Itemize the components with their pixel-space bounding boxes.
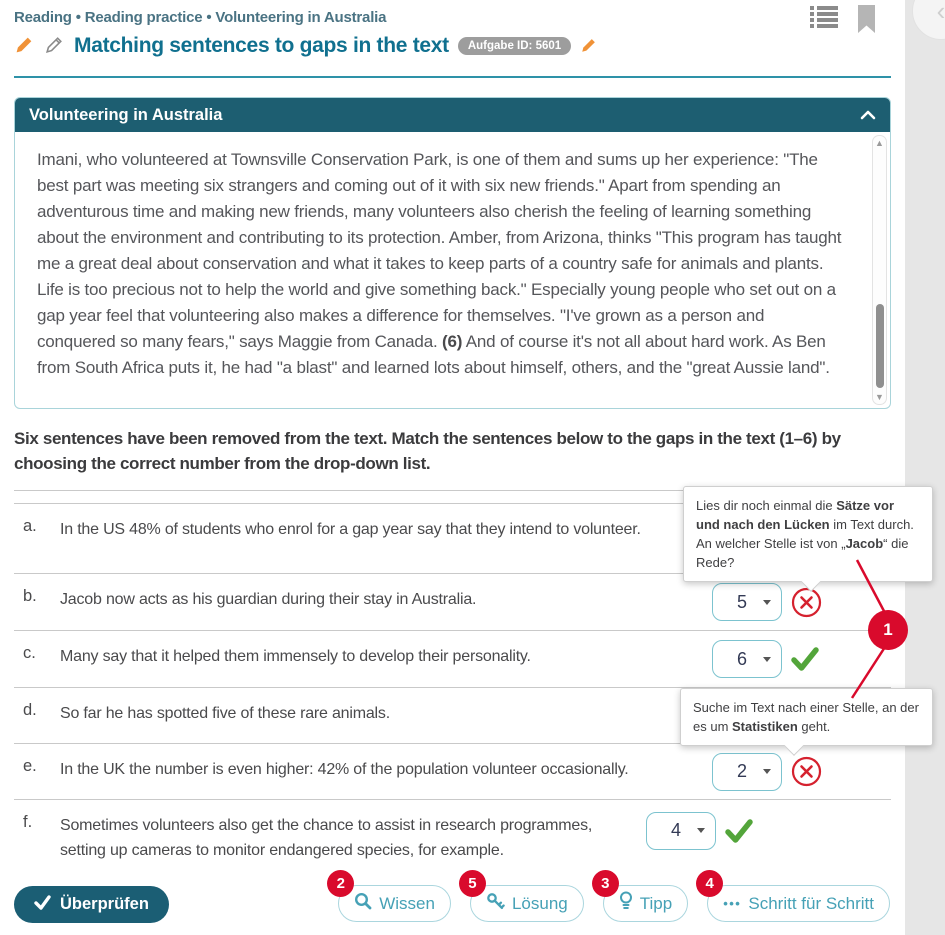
- wrong-answer-icon: [791, 756, 822, 787]
- annotation-marker-1: 1: [868, 610, 908, 650]
- task-id-badge: Aufgabe ID: 5601: [458, 37, 571, 55]
- row-letter: d.: [23, 701, 37, 719]
- key-icon: [486, 892, 505, 916]
- gap-marker: (6): [442, 332, 463, 351]
- page-title: Matching sentences to gaps in the text: [74, 34, 449, 57]
- bookmark-icon: [858, 21, 875, 36]
- page-gutter: [905, 0, 945, 935]
- annotation-marker-2: 2: [327, 870, 354, 897]
- row-sentence: Jacob now acts as his guardian during their stay in Australia.: [60, 591, 477, 608]
- row-sentence: In the UK the number is even higher: 42% of the population volunteer occasionally.: [60, 761, 629, 778]
- chevron-down-icon: [763, 769, 771, 774]
- bulb-icon: [619, 891, 633, 916]
- passage-panel: [14, 97, 891, 409]
- chevron-up-icon[interactable]: [860, 106, 876, 125]
- correct-answer-icon: [725, 819, 753, 843]
- task-instruction: Six sentences have been removed from the text. Match the sentences below to the gaps in the text (1–6) by choosing the correct number from the drop-down list.: [14, 429, 841, 473]
- chevron-left-icon: ‹: [936, 0, 945, 26]
- list-icon: [810, 17, 838, 32]
- scrollbar-thumb[interactable]: [876, 304, 884, 388]
- table-row-e: [14, 743, 891, 799]
- row-sentence: So far he has spotted five of these rare animals.: [60, 705, 390, 722]
- answer-dropdown-c[interactable]: 6: [712, 640, 782, 678]
- breadcrumb[interactable]: Reading • Reading practice • Volunteering in Australia: [14, 9, 387, 26]
- passage-text: Imani, who volunteered at Townsville Conservation Park, is one of them and sums up her experience: "The best part was meeting six strangers and coming out of it with six new friends." Apart from spending an adventurous time and making new friends, many volunteers also cherish the feeling of learning something about the environment and contributing to its protection. Amber, from Arizona, thinks "This program has taught me a great deal about conservation and what it takes to keep parts of a country safe for animals and plants. Life is too precious not to help the world and give something back." Especially young people who set out on a gap year feel that volunteering also makes a difference for themselves. "I've grown as a person and conquered so many fears," says Maggie from Canada. (6) And of course it's not all about hard work. As Ben from South Africa puts it, he had "a blast" and learned lots about himself, others, and the "great Aussie land".: [37, 150, 842, 377]
- chevron-down-icon: [763, 657, 771, 662]
- check-button[interactable]: Überprüfen: [14, 886, 169, 923]
- hint-tooltip-jacob: Lies dir noch einmal die Sätze vor und nach den Lücken im Text durch. An welcher Stelle ist von „Jacob“ die Rede?: [683, 486, 933, 582]
- row-sentence: In the US 48% of students who enrol for a gap year say that they intend to volunteer.: [60, 521, 641, 538]
- pencil-orange-icon: [14, 43, 35, 58]
- answer-dropdown-b[interactable]: 5: [712, 583, 782, 621]
- annotation-marker-4: 4: [696, 870, 723, 897]
- edit-task-button[interactable]: [580, 36, 598, 57]
- row-letter: a.: [23, 517, 37, 535]
- loesung-button[interactable]: 5 Lösung: [470, 885, 584, 922]
- row-sentence: Sometimes volunteers also get the chance to assist in research programmes, setting up cameras to monitor endangered species, for example.: [60, 817, 593, 859]
- ellipsis-icon: •••: [723, 896, 742, 911]
- answer-dropdown-e[interactable]: 2: [712, 753, 782, 791]
- bookmark-button[interactable]: [858, 5, 875, 36]
- title-divider: [14, 76, 891, 78]
- table-row-f: [14, 799, 891, 861]
- passage-title: Volunteering in Australia: [29, 105, 223, 124]
- wrong-answer-icon: [791, 587, 822, 618]
- magnifier-icon: [354, 892, 372, 915]
- edit-outline-button[interactable]: [44, 34, 65, 58]
- correct-answer-icon: [791, 647, 819, 671]
- passage-panel-header[interactable]: [15, 98, 890, 132]
- pencil-orange-icon: [580, 42, 598, 57]
- hint-tooltip-statistics: Suche im Text nach einer Stelle, an der es um Statistiken geht.: [680, 688, 933, 746]
- pencil-outline-icon: [44, 43, 65, 58]
- scroll-up-icon[interactable]: ▲: [875, 138, 884, 148]
- chevron-down-icon: [697, 828, 705, 833]
- annotation-marker-3: 3: [592, 870, 619, 897]
- schritt-fuer-schritt-button[interactable]: 4 ••• Schritt für Schritt: [707, 885, 890, 922]
- wissen-button[interactable]: 2 Wissen: [338, 885, 451, 922]
- check-icon: [34, 895, 51, 915]
- row-letter: f.: [23, 813, 33, 831]
- table-row-c: [14, 630, 891, 687]
- row-sentence: Many say that it helped them immensely to develop their personality.: [60, 648, 531, 665]
- scroll-down-icon[interactable]: ▼: [875, 392, 884, 402]
- answer-dropdown-f[interactable]: 4: [646, 812, 716, 850]
- row-letter: e.: [23, 757, 37, 775]
- row-letter: c.: [23, 644, 36, 662]
- passage-scrollbar[interactable]: [872, 135, 887, 405]
- passage-body: [15, 132, 890, 408]
- edit-pencil-button[interactable]: [14, 34, 35, 58]
- exercise-list-button[interactable]: [810, 5, 838, 32]
- annotation-marker-5: 5: [459, 870, 486, 897]
- tipp-button[interactable]: 3 Tipp: [603, 885, 688, 922]
- row-letter: b.: [23, 587, 37, 605]
- chevron-down-icon: [763, 600, 771, 605]
